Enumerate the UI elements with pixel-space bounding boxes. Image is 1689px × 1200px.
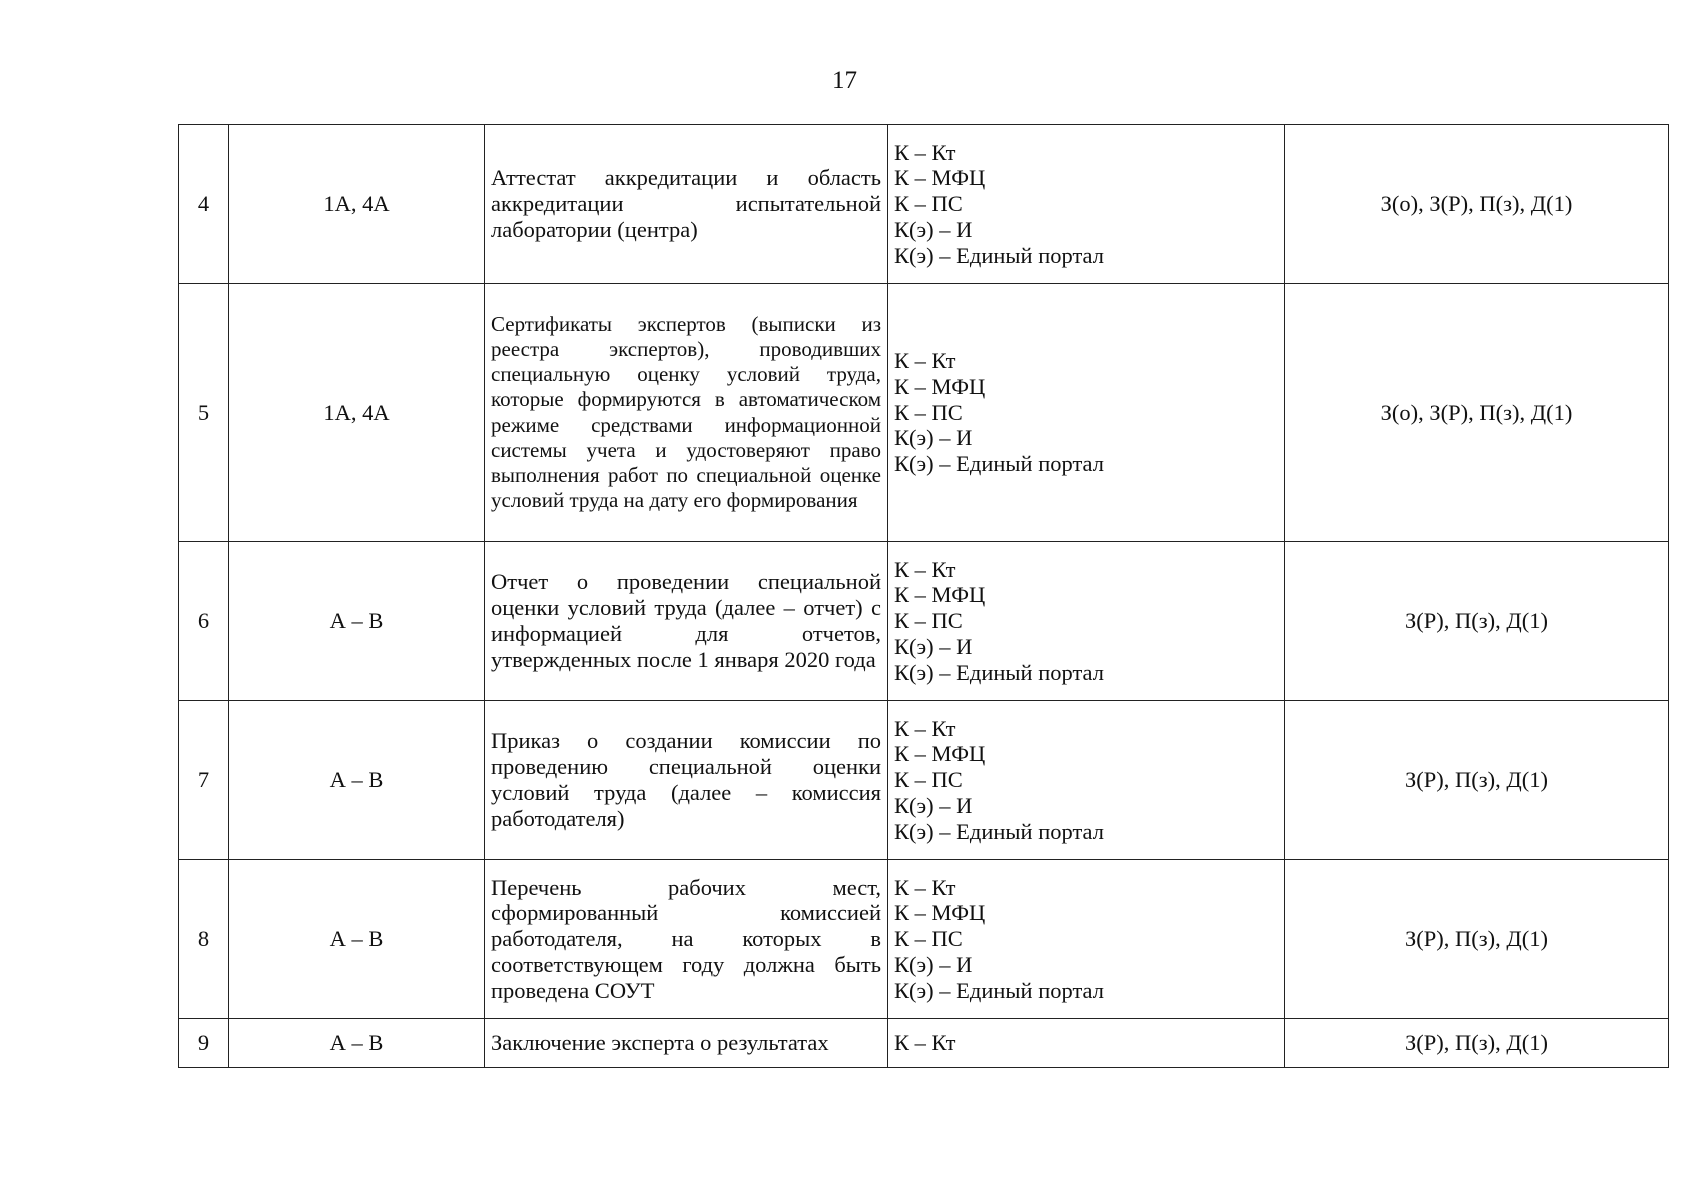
source-line: К(э) – Единый портал: [894, 818, 1104, 844]
source-line: К(э) – Единый портал: [894, 451, 1104, 477]
row-number: 5: [179, 284, 229, 542]
row-number: 7: [179, 701, 229, 860]
row-category: 1А, 4А: [229, 284, 485, 542]
row-sources: [888, 1019, 1285, 1068]
row-format: З(Р), П(з), Д(1): [1285, 860, 1669, 1019]
row-document: Отчет о проведении специальной оценки условий труда (далее – отчет) с информацией для отчетов, утвержденных после 1 января 2020 года: [485, 542, 888, 701]
row-format: З(о), З(Р), П(з), Д(1): [1285, 125, 1669, 284]
source-line: К – ПС: [894, 608, 963, 634]
page-number: 17: [832, 67, 857, 94]
source-line: К(э) – И: [894, 633, 973, 659]
source-line: К – МФЦ: [894, 741, 986, 767]
source-line: К – Кт: [894, 715, 956, 741]
row-document: Перечень рабочих мест, сформированный комиссией работодателя, на которых в соответствующем году должна быть проведена СОУТ: [485, 860, 888, 1019]
source-line: К(э) – И: [894, 792, 973, 818]
source-line: К – Кт: [894, 1030, 956, 1056]
source-line: К(э) – Единый портал: [894, 242, 1104, 268]
row-format: З(Р), П(з), Д(1): [1285, 1019, 1669, 1068]
row-document: Аттестат аккредитации и область аккредитации испытательной лаборатории (центра): [485, 125, 888, 284]
row-sources: [888, 125, 1285, 284]
table-row: [179, 284, 1669, 542]
source-line: К(э) – И: [894, 951, 973, 977]
row-document: Сертификаты экспертов (выписки из реестра экспертов), проводивших специальную оценку условий труда, которые формируются в автоматическом режиме средствами информационной системы учета и удостоверяют право выполнения работ по специальной оценке условий труда на дату его формирования: [485, 284, 888, 542]
source-line: К – МФЦ: [894, 582, 986, 608]
row-category: А – В: [229, 701, 485, 860]
source-line: К – МФЦ: [894, 900, 986, 926]
table-row: [179, 860, 1669, 1019]
source-line: К(э) – Единый портал: [894, 977, 1104, 1003]
row-number: 6: [179, 542, 229, 701]
row-document: Заключение эксперта о результатах: [485, 1019, 888, 1068]
source-line: К – ПС: [894, 399, 963, 425]
row-number: 4: [179, 125, 229, 284]
row-sources: [888, 284, 1285, 542]
table-row: [179, 701, 1669, 860]
row-format: З(Р), П(з), Д(1): [1285, 542, 1669, 701]
table-row: [179, 1019, 1669, 1068]
row-document: Приказ о создании комиссии по проведению специальной оценки условий труда (далее – комиссия работодателя): [485, 701, 888, 860]
row-number: 9: [179, 1019, 229, 1068]
table-row: [179, 542, 1669, 701]
row-category: А – В: [229, 542, 485, 701]
source-line: К – ПС: [894, 191, 963, 217]
source-line: К – Кт: [894, 874, 956, 900]
source-line: К(э) – Единый портал: [894, 659, 1104, 685]
source-line: К – МФЦ: [894, 373, 986, 399]
source-line: К – ПС: [894, 767, 963, 793]
row-sources: [888, 542, 1285, 701]
row-sources: [888, 860, 1285, 1019]
row-category: 1А, 4А: [229, 125, 485, 284]
source-line: К – МФЦ: [894, 165, 986, 191]
row-number: 8: [179, 860, 229, 1019]
source-line: К – Кт: [894, 139, 956, 165]
source-line: К(э) – И: [894, 216, 973, 242]
row-format: З(о), З(Р), П(з), Д(1): [1285, 284, 1669, 542]
source-line: К – ПС: [894, 926, 963, 952]
source-line: К – Кт: [894, 348, 956, 373]
row-category: А – В: [229, 860, 485, 1019]
source-line: К(э) – И: [894, 425, 973, 451]
row-format: З(Р), П(з), Д(1): [1285, 701, 1669, 860]
row-category: А – В: [229, 1019, 485, 1068]
table-row: [179, 125, 1669, 284]
source-line: К – Кт: [894, 556, 956, 582]
documents-table: [178, 124, 1669, 1068]
row-sources: [888, 701, 1285, 860]
